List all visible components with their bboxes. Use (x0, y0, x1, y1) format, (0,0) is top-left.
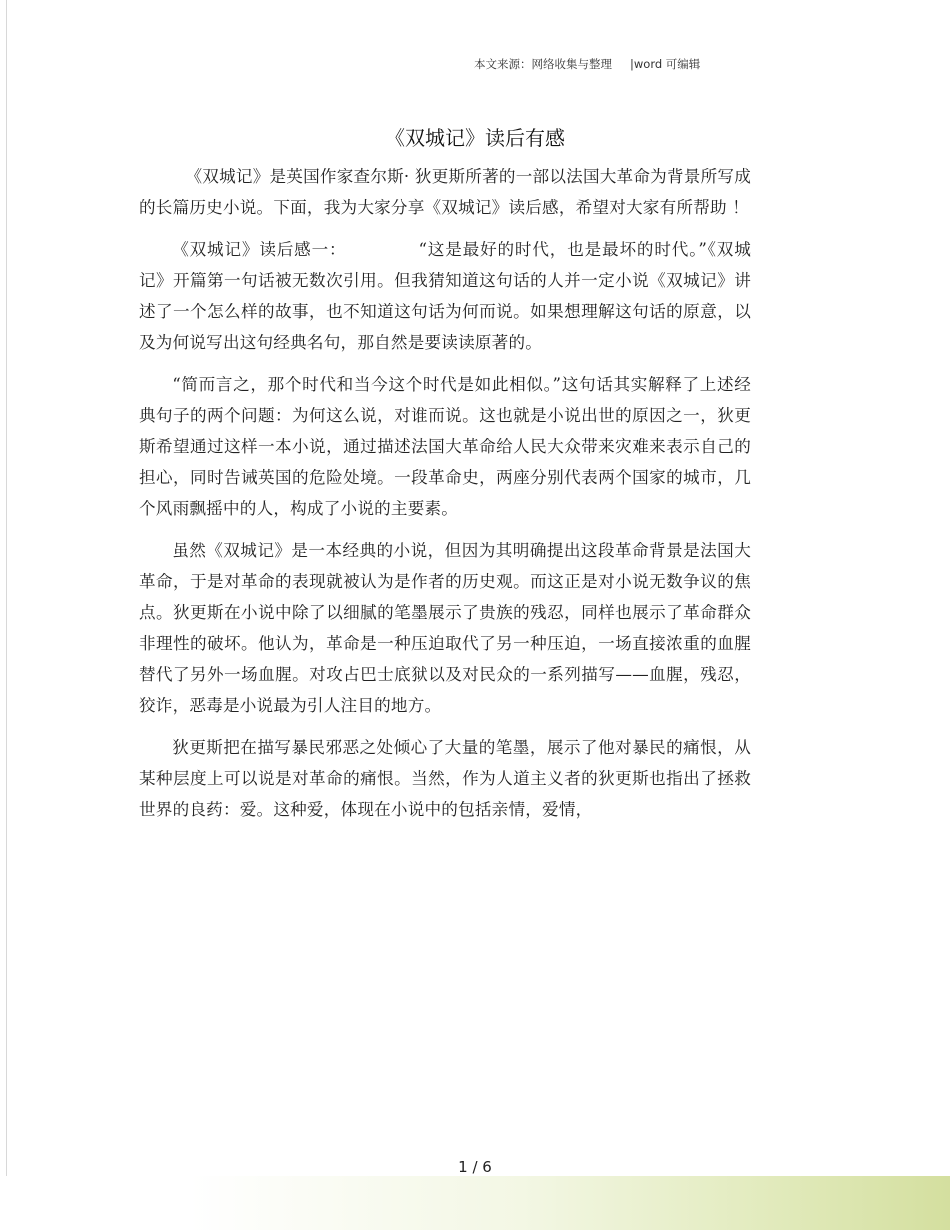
section-label: 《双城记》读后感一： (172, 240, 347, 259)
paragraph-intro: 《双城记》是英国作家查尔斯· 狄更斯所著的一部以法国大革命为背景所写成的长篇历史小说。下面，我为大家分享《双城记》读后感，希望对大家有所帮助 ！ (139, 167, 751, 217)
document-title: 《双城记》读后有感 (385, 126, 565, 150)
page-header (474, 56, 700, 72)
paragraph-1: 《双城记》读后感一： “这是最好的时代，也是最坏的时代。”《双城记》开篇第一句话被无数次引用。但我猜知道这句话的人并一定小说《双城记》讲述了一个怎么样的故事，也不知道这句话为何而说。如果想理解这句话的原意，以及为何说写出这句经典名句，那自然是要读读原著的。 (139, 240, 751, 352)
document-body (139, 161, 751, 836)
paragraph-3: 虽然《双城记》是一本经典的小说，但因为其明确提出这段革命背景是法国大革命，于是对革命的表现就被认为是作者的历史观。而这正是对小说无数争议的焦点。狄更斯在小说中除了以细腻的笔墨展示了贵族的残忍，同样也展示了革命群众非理性的破坏。他认为，革命是一种压迫取代了另一种压迫，一场直接浓重的血腥替代了另外一场血腥。对攻占巴士底狱以及对民众的一系列描写——血腥，残忍，狡诈，恶毒是小说最为引人注目的地方。 (139, 541, 751, 715)
header-edit-note: |word 可编辑 (630, 57, 701, 71)
page-edge-rule (6, 0, 7, 1230)
page-number: 1 / 6 (458, 1158, 492, 1176)
paragraph-4: 狄更斯把在描写暴民邪恶之处倾心了大量的笔墨，展示了他对暴民的痛恨，从某种层度上可以说是对革命的痛恨。当然，作为人道主义者的狄更斯也指出了拯救世界的良药：爱。这种爱，体现在小说中的包括亲情，爱情， (139, 738, 751, 819)
paragraph-2: “简而言之，那个时代和当今这个时代是如此相似。”这句话其实解释了上述经典句子的两个问题：为何这么说，对谁而说。这也就是小说出世的原因之一，狄更斯希望通过这样一本小说，通过描述法国大革命给人民大众带来灾难来表示自己的担心，同时告诫英国的危险处境。一段革命史，两座分别代表两个国家的城市，几个风雨飘摇中的人，构成了小说的主要素。 (139, 375, 751, 518)
footer-decoration-band (0, 1176, 950, 1230)
header-source: 本文来源：网络收集与整理 (474, 57, 612, 71)
